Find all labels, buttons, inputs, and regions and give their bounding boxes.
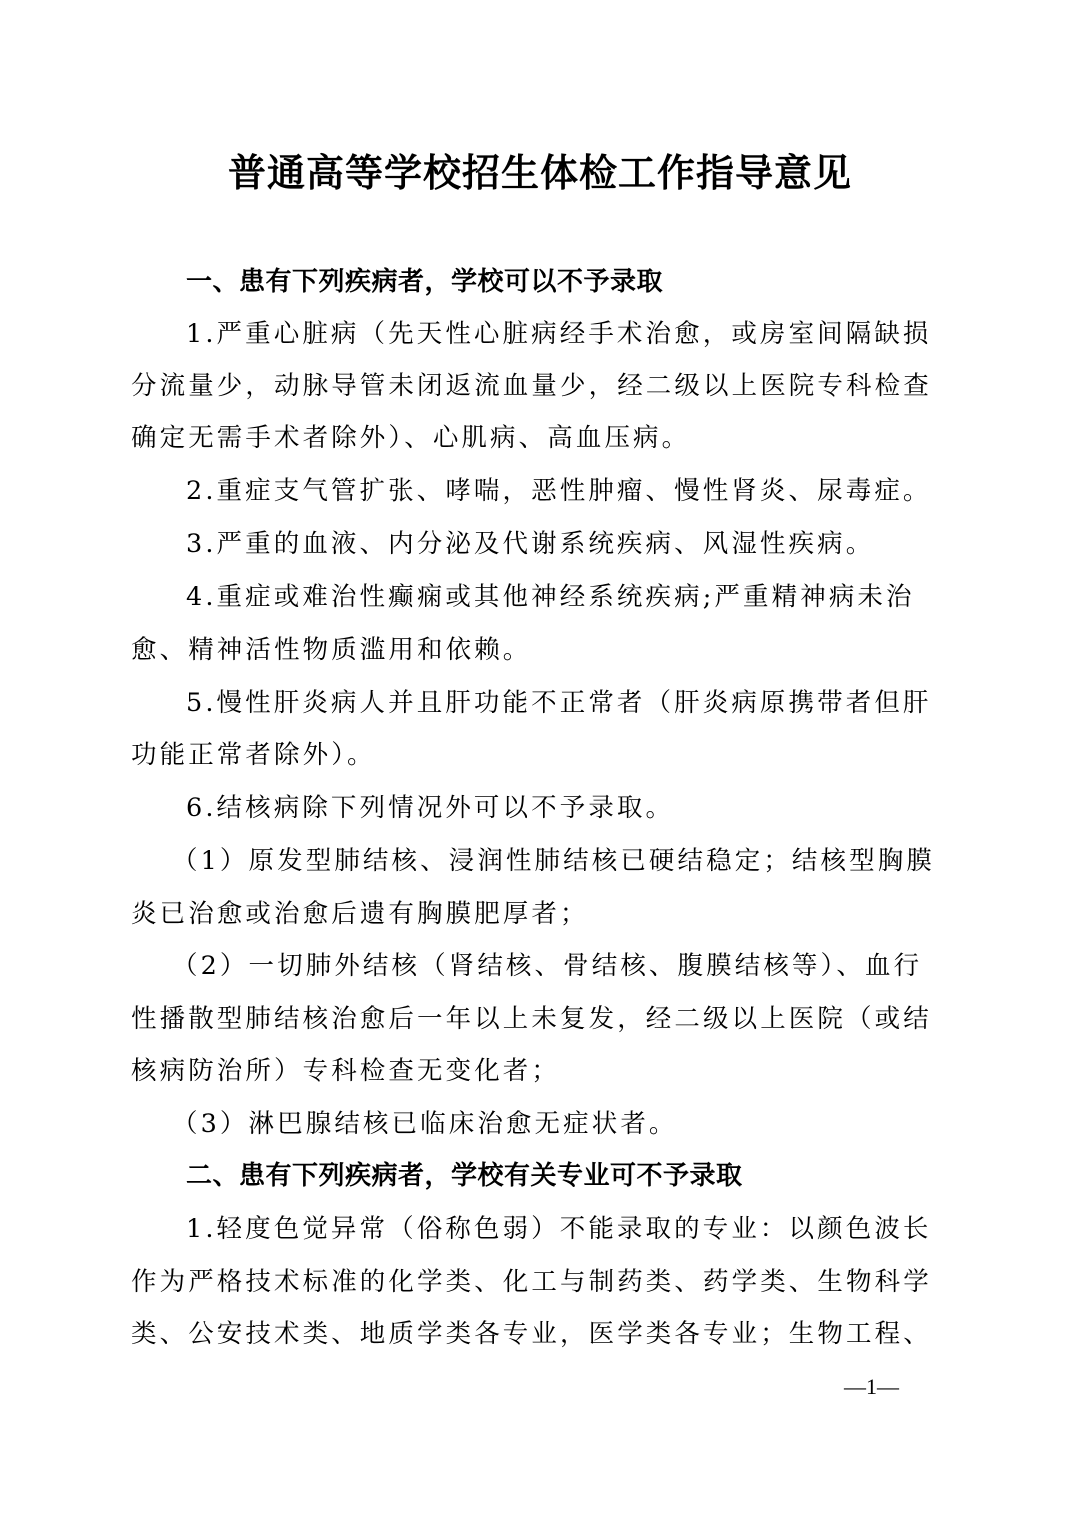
paragraph-line: （2）一切肺外结核（肾结核、骨结核、腹膜结核等）、血行 [172,951,923,981]
paragraph-line: 作为严格技术标准的化学类、化工与制药类、药学类、生物科学 [131,1267,932,1297]
page-number: —1— [844,1374,899,1399]
paragraph-line: 3.严重的血液、内分泌及代谢系统疾病、风湿性疾病。 [186,529,875,559]
paragraph-line: （1）原发型肺结核、浸润性肺结核已硬结稳定；结核型胸膜 [172,846,935,876]
paragraph-line: 6.结核病除下列情况外可以不予录取。 [186,793,675,823]
page-title: 普通高等学校招生体检工作指导意见 [227,151,852,195]
paragraph-line: 确定无需手术者除外）、心肌病、高血压病。 [131,423,691,453]
paragraph-line: 核病防治所）专科检查无变化者； [131,1056,561,1086]
paragraph-line: 1.轻度色觉异常（俗称色弱）不能录取的专业：以颜色波长 [186,1214,932,1244]
paragraph-line: 1.严重心脏病（先天性心脏病经手术治愈，或房室间隔缺损 [186,319,932,349]
paragraph-line: 愈、精神活性物质滥用和依赖。 [131,635,532,665]
paragraph-line: 4.重症或难治性癫痫或其他神经系统疾病;严重精神病未治 [186,582,915,612]
paragraph-line: 炎已治愈或治愈后遗有胸膜肥厚者； [131,899,589,929]
paragraph-line: 5.慢性肝炎病人并且肝功能不正常者（肝炎病原携带者但肝 [186,688,932,718]
paragraph-line: 功能正常者除外）。 [131,740,376,770]
paragraph-line: 性播散型肺结核治愈后一年以上未复发，经二级以上医院（或结 [131,1004,932,1034]
section-heading: 二、患有下列疾病者，学校有关专业可不予录取 [186,1161,743,1191]
paragraph-line: 2.重症支气管扩张、哮喘，恶性肿瘤、慢性肾炎、尿毒症。 [186,476,932,506]
paragraph-line: 类、公安技术类、地质学类各专业，医学类各专业；生物工程、 [131,1319,932,1349]
paragraph-line: （3）淋巴腺结核已临床治愈无症状者。 [172,1109,678,1139]
paragraph-line: 分流量少，动脉导管未闭返流血量少，经二级以上医院专科检查 [131,371,932,401]
section-heading: 一、患有下列疾病者，学校可以不予录取 [186,267,664,297]
